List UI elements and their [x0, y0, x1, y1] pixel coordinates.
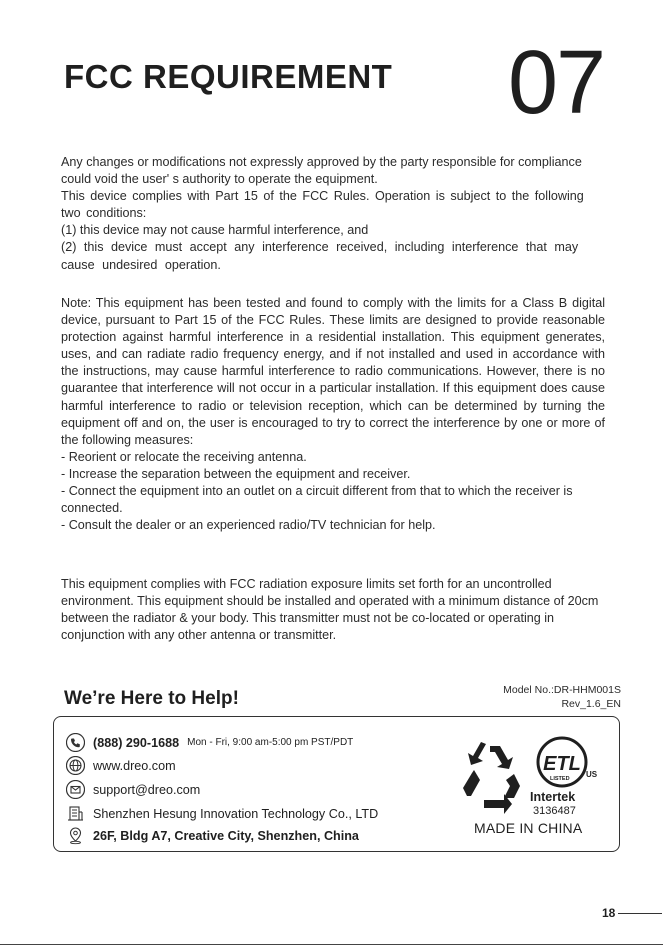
- fcc-conditions: [61, 154, 605, 274]
- location-icon: [66, 826, 85, 845]
- etl-logo: [534, 734, 594, 794]
- contact-company: [66, 804, 378, 823]
- paragraph: This device complies with Part 15 of the FCC Rules. Operation is subject to the following two conditions:: [61, 189, 584, 221]
- bottom-divider: [0, 944, 663, 945]
- contact-email: [66, 780, 200, 799]
- mail-icon: [66, 780, 85, 799]
- list-item: - Consult the dealer or an experienced radio/TV technician for help.: [61, 518, 436, 533]
- made-in-label: MADE IN CHINA: [474, 820, 583, 836]
- paragraph: Any changes or modifications not expressly approved by the party responsible for compliance could void the user' s authority to operate the equipment.: [61, 155, 582, 187]
- building-icon: [66, 804, 85, 823]
- contact-address: [66, 826, 359, 845]
- help-heading: We’re Here to Help!: [64, 688, 239, 709]
- model-info: [503, 683, 621, 711]
- paragraph: (2) this device must accept any interference received, including interference that may cause undesired operation.: [61, 240, 579, 272]
- page-title: FCC REQUIREMENT: [64, 58, 393, 95]
- intertek-number: 3136487: [533, 805, 576, 817]
- list-item: - Connect the equipment into an outlet on a circuit different from that to which the receiver is connected.: [61, 484, 573, 516]
- phone-number[interactable]: (888) 290-1688: [93, 735, 180, 750]
- rf-exposure: [61, 576, 605, 644]
- address: 26F, Bldg A7, Creative City, Shenzhen, China: [93, 828, 359, 843]
- intertek-label: Intertek: [530, 790, 576, 804]
- email-link[interactable]: support@dreo.com: [93, 782, 201, 797]
- etl-us: US: [586, 770, 598, 779]
- page-number-rule: [618, 913, 662, 914]
- phone-icon: [66, 733, 85, 752]
- website-link[interactable]: www.dreo.com: [93, 758, 176, 773]
- section-number: 07: [508, 33, 605, 133]
- list-item: - Increase the separation between the equipment and receiver.: [61, 466, 411, 481]
- contact-website: [66, 756, 176, 775]
- model-number: Model No.:DR-HHM001S: [503, 684, 621, 696]
- company-name: Shenzhen Hesung Innovation Technology Co., LTD: [93, 806, 379, 821]
- paragraph: (1) this device may not cause harmful interference, and: [61, 223, 369, 238]
- paragraph: This equipment complies with FCC radiation exposure limits set forth for an uncontrolled environment. This equipment should be installed and operated with a minimum distance of 20cm between the radiator & your body. This transmitter must not be co-located or operating in conjunction with any other antenna or transmitter.: [61, 577, 599, 643]
- paragraph: Note: This equipment has been tested and found to comply with the limits for a Class B digital device, pursuant to Part 15 of the FCC Rules. These limits are designed to provide reasonable protection against harmful interference in a residential installation. This equipment generates, uses, and can radiate radio frequency energy, and if not installed and used in accordance with the instructions, may cause harmful interference to radio communications. However, there is no guarantee that interference will not occur in a particular installation. If this equipment does cause harmful interference to radio or television reception, which can be determined by turning the equipment off and on, the user is encouraged to try to correct the interference by one or more of the following measures:: [61, 296, 605, 447]
- support-hours: Mon - Fri, 9:00 am-5:00 pm PST/PDT: [187, 737, 354, 748]
- contact-phone: [66, 733, 353, 752]
- fcc-note: [61, 295, 605, 534]
- svg-text:ETL: ETL: [543, 753, 581, 775]
- revision: Rev_1.6_EN: [561, 698, 621, 710]
- page-number: 18: [602, 906, 616, 920]
- list-item: - Reorient or relocate the receiving antenna.: [61, 449, 307, 464]
- globe-icon: [66, 756, 85, 775]
- etl-listed: LISTED: [550, 776, 570, 782]
